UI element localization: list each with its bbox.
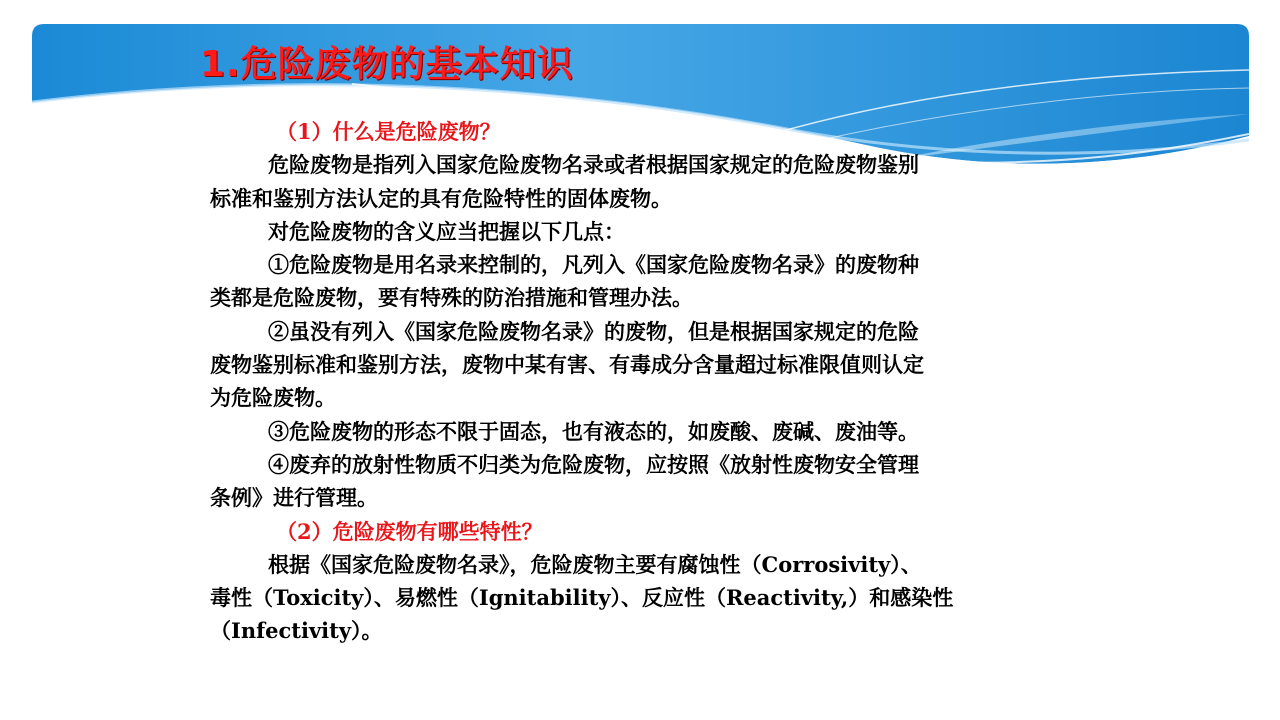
section-heading-1: （1）什么是危险废物？ — [276, 119, 501, 144]
paragraph-point-1: ①危险废物是用名录来控制的，凡列入《国家危险废物名录》的废物种 类都是危险废物，要有特殊的防治措施和管理办法。 — [210, 252, 919, 311]
slide-body — [210, 115, 1050, 648]
paragraph-point-3: ③危险废物的形态不限于固态，也有液态的，如废酸、废碱、废油等。 — [268, 418, 919, 444]
section-heading-2: （2）危险废物有哪些特性？ — [276, 518, 543, 544]
paragraph-definition: 危险废物是指列入国家危险废物名录或者根据国家规定的危险废物鉴别 标准和鉴别方法认定的具有危险特性的固体废物。 — [210, 152, 919, 211]
paragraph-point-2: ②虽没有列入《国家危险废物名录》的废物，但是根据国家规定的危险 废物鉴别标准和鉴别方法，废物中某有害、有毒成分含量超过标准限值则认定 为危险废物。 — [210, 318, 924, 411]
paragraph-characteristics: 根据《国家危险废物名录》，危险废物主要有腐蚀性（Corrosivity）、 毒性（Toxicity）、易燃性（Ignitability）、反应性（Reactivity,）和感染性 （Infectivity）。 — [210, 551, 954, 644]
paragraph-point-4: ④废弃的放射性物质不归类为危险废物，应按照《放射性废物安全管理 条例》进行管理。 — [210, 451, 919, 511]
paragraph-points-intro: 对危险废物的含义应当把握以下几点： — [268, 218, 625, 244]
slide-title: 1.危险废物的基本知识 — [200, 44, 574, 85]
